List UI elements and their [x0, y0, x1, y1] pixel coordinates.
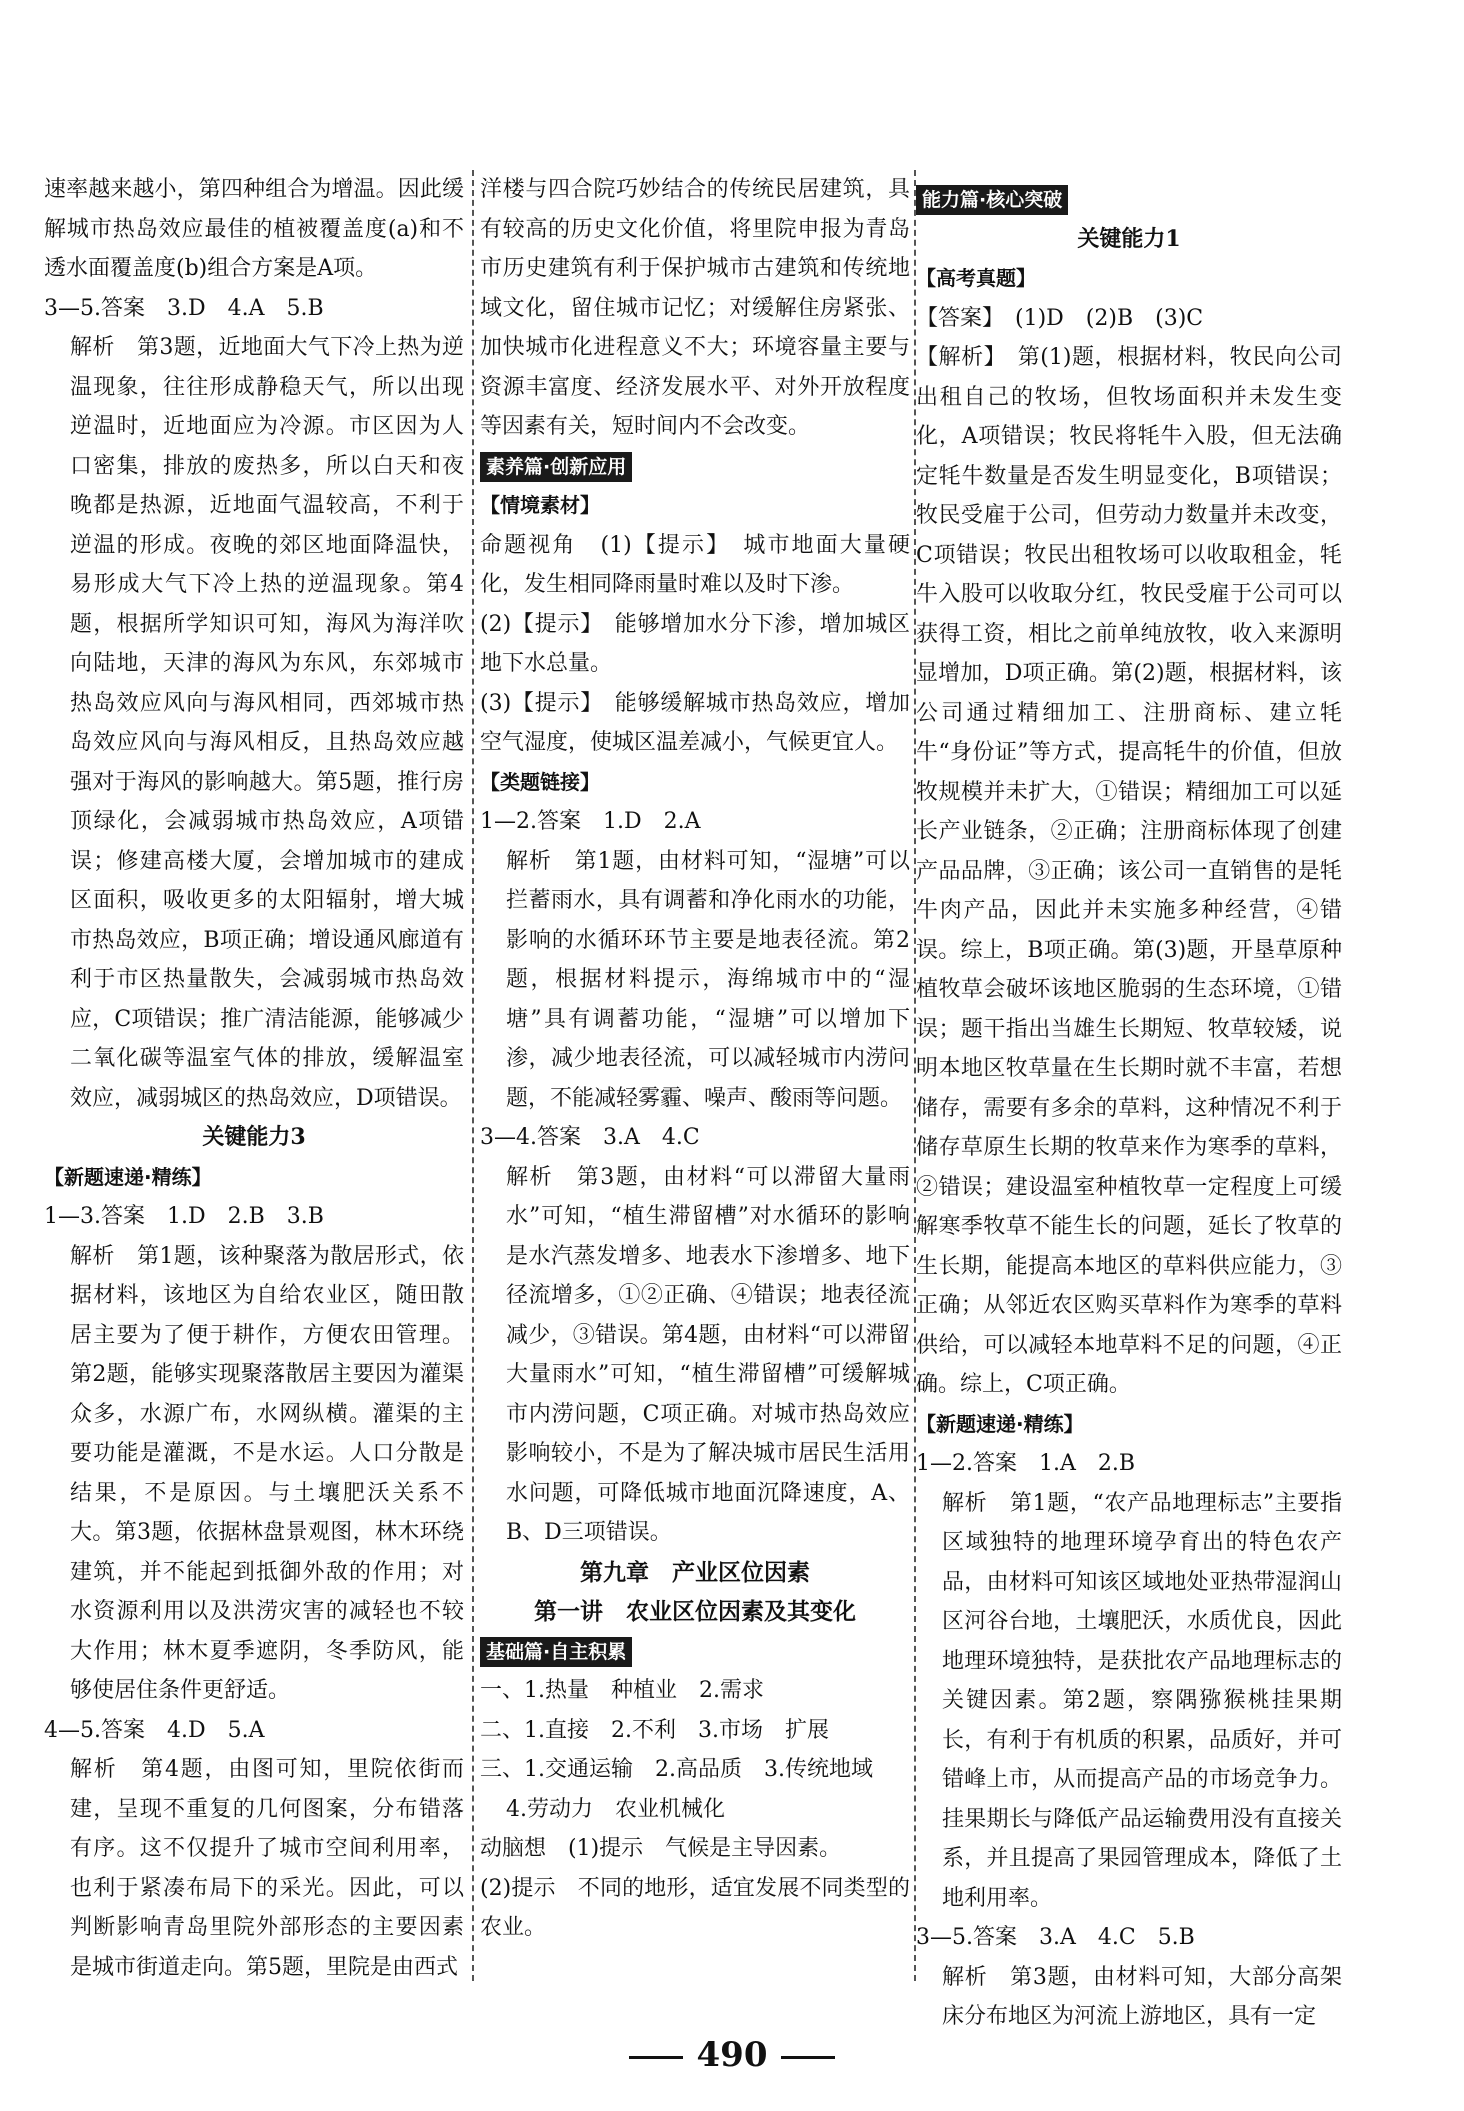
- text-paragraph: 【答案】 (1)D (2)B (3)C: [916, 305, 1204, 331]
- text-paragraph: 一、1.热量 种植业 2.需求: [480, 1678, 764, 1703]
- text-paragraph: 3—4.答案 3.A 4.C: [480, 1125, 700, 1150]
- text-paragraph: 解析 第3题，由材料可知，大部分高架床分布地区为河流上游地区，具有一定: [942, 1964, 1342, 2029]
- text-paragraph: 动脑想 (1)提示 气候是主导因素。: [480, 1836, 842, 1861]
- section-banner-row: [480, 1632, 910, 1672]
- page-footer: [0, 2035, 1464, 2075]
- text-paragraph: 速率越来越小，第四种组合为增温。因此缓解城市热岛效应最佳的植被覆盖度(a)和不透水面覆盖度(b)组合方案是A项。: [44, 177, 464, 281]
- section-heading: 关键能力1: [1077, 225, 1181, 252]
- column-middle: [480, 170, 910, 2001]
- text-paragraph: 洋楼与四合院巧妙结合的传统民居建筑，具有较高的历史文化价值，将里院申报为青岛市历史建筑有利于保护城市古建筑和传统地域文化，留住城市记忆；对缓解住房紧张、加快城市化进程意义不大；环境容量主要与资源丰富度、经济发展水平、对外开放程度等因素有关，短时间内不会改变。: [480, 177, 910, 439]
- section-heading: 第一讲 农业区位因素及其变化: [534, 1598, 856, 1625]
- column-left: [44, 170, 464, 2001]
- text-paragraph: (2)提示 不同的地形，适宜发展不同类型的农业。: [480, 1875, 910, 1940]
- section-banner-row: [916, 180, 1342, 220]
- text-paragraph: (2)【提示】 能够增加水分下渗，增加城区地下水总量。: [480, 611, 910, 676]
- text-paragraph: 解析 第1题，该种聚落为散居形式，依据材料，该地区为自给农业区，随田散居主要为了便于耕作，方便农田管理。第2题，能够实现聚落散居主要因为灌渠众多，水源广布，水网纵横。灌渠的主要功能是灌溉，不是水运。人口分散是结果，不是原因。与土壤肥沃关系不大。第3题，依据林盘景观图，林木环绕建筑，并不能起到抵御外敌的作用；对水资源利用以及洪涝灾害的减轻也不较大作用；林木夏季遮阴，冬季防风，能够使居住条件更舒适。: [70, 1243, 464, 1703]
- text-paragraph: 解析 第1题，“农产品地理标志”主要指区域独特的地理环境孕育出的特色农产品，由材料可知该区域地处亚热带湿润山区河谷台地，土壤肥沃，水质优良，因此地理环境独特，是获批农产品地理标志的关键因素。第2题，察隅猕猴桃挂果期长，有利于有机质的积累，品质好，并可错峰上市，从而提高产品的市场竞争力。挂果期长与降低产品运输费用没有直接关系，并且提高了果园管理成本，降低了土地利用率。: [942, 1490, 1342, 1911]
- section-banner-row: [480, 447, 910, 487]
- column-divider: [472, 170, 474, 1981]
- text-paragraph: 3—5.答案 3.D 4.A 5.B: [44, 295, 324, 321]
- subsection-label: 【新题速递·精练】: [916, 1411, 1084, 1436]
- text-paragraph: 解析 第1题，由材料可知，“湿塘”可以拦蓄雨水，具有调蓄和净化雨水的功能，影响的水循环环节主要是地表径流。第2题，根据材料提示，海绵城市中的“湿塘”具有调蓄功能，“湿塘”可以增加下渗，减少地表径流，可以减轻城市内涝问题，不能减轻雾霾、噪声、酸雨等问题。: [506, 848, 910, 1111]
- text-paragraph: 三、1.交通运输 2.高品质 3.传统地域: [480, 1757, 873, 1782]
- text-paragraph: 1—2.答案 1.A 2.B: [916, 1451, 1136, 1476]
- footer-dash-right: [781, 2056, 835, 2059]
- section-heading: 第九章 产业区位因素: [580, 1558, 810, 1586]
- footer-dash-left: [629, 2056, 683, 2059]
- text-paragraph: 解析 第3题，近地面大气下冷上热为逆温现象，往往形成静稳天气，所以出现逆温时，近地面应为冷源。市区因为人口密集，排放的废热多，所以白天和夜晚都是热源，近地面气温较高，不利于逆温的形成。夜晚的郊区地面降温快，易形成大气下冷上热的逆温现象。第4题，根据所学知识可知，海风为海洋吹向陆地，天津的海风为东风，东郊城市热岛效应风向与海风相同，西郊城市热岛效应风向与海风相反，且热岛效应越强对于海风的影响越大。第5题，推行房顶绿化，会减弱城市热岛效应，A项错误；修建高楼大厦，会增加城市的建成区面积，吸收更多的太阳辐射，增大城市热岛效应，B项正确；增设通风廊道有利于市区热量散失，会减弱城市热岛效应，C项错误；推广清洁能源，能够减少二氧化碳等温室气体的排放，缓解温室效应，减弱城区的热岛效应，D项错误。: [70, 335, 464, 1111]
- text-paragraph: 二、1.直接 2.不利 3.市场 扩展: [480, 1717, 829, 1743]
- section-heading: 关键能力3: [202, 1124, 306, 1150]
- subsection-label: 【类题链接】: [480, 769, 600, 794]
- text-paragraph: 1—3.答案 1.D 2.B 3.B: [44, 1204, 324, 1229]
- text-paragraph: 4.劳动力 农业机械化: [506, 1796, 725, 1822]
- text-paragraph: 4—5.答案 4.D 5.A: [44, 1717, 265, 1743]
- section-banner: 基础篇·自主积累: [480, 1637, 632, 1667]
- text-paragraph: 3—5.答案 3.A 4.C 5.B: [916, 1925, 1195, 1950]
- text-paragraph: 命题视角 (1)【提示】 城市地面大量硬化，发生相同降雨量时难以及时下渗。: [480, 532, 910, 597]
- section-banner: 素养篇·创新应用: [480, 452, 632, 482]
- text-paragraph: 【解析】 第(1)题，根据材料，牧民向公司出租自己的牧场，但牧场面积并未发生变化，A项错误；牧民将牦牛入股，但无法确定牦牛数量是否发生明显变化，B项错误；牧民受雇于公司，但劳动力数量并未改变，C项错误；牧民出租牧场可以收取租金，牦牛入股可以收取分红，牧民受雇于公司可以获得工资，相比之前单纯放牧，收入来源明显增加，D项正确。第(2)题，根据材料，该公司通过精细加工、注册商标、建立牦牛“身份证”等方式，提高牦牛的价值，但放牧规模并未扩大，①错误；精细加工可以延长产业链条，②正确；注册商标体现了创建产品品牌，③正确；该公司一直销售的是牦牛肉产品，因此并未实施多种经营，④错误。综上，B项正确。第(3)题，开垦草原种植牧草会破坏该地区脆弱的生态环境，①错误；题干指出当雄生长期短、牧草较矮，说明本地区牧草量在生长期时就不丰富，若想储存，需要有多余的草料，这种情况不利于储存草原生长期的牧草来作为寒季的草料，②错误；建设温室种植牧草一定程度上可缓解寒季牧草不能生长的问题，延长了牧草的生长期，能提高本地区的草料供应能力，③正确；从邻近农区购买草料作为寒季的草料供给，可以减轻本地草料不足的问题，④正确。综上，C项正确。: [916, 345, 1342, 1397]
- section-banner: 能力篇·核心突破: [916, 185, 1068, 215]
- text-paragraph: 解析 第3题，由材料“可以滞留大量雨水”可知，“植生滞留槽”对水循环的影响是水汽蒸发增多、地表水下渗增多、地下径流增多，①②正确、④错误；地表径流减少，③错误。第4题，由材料“可以滞留大量雨水”可知，“植生滞留槽”可缓解城市内涝问题，C项正确。对城市热岛效应影响较小，不是为了解决城市居民生活用水问题，可降低城市地面沉降速度，A、B、D三项错误。: [506, 1164, 910, 1545]
- column-right: [916, 180, 1342, 2029]
- subsection-label: 【高考真题】: [916, 266, 1036, 290]
- page-number: 490: [696, 2035, 768, 2075]
- subsection-label: 【新题速递·精练】: [44, 1164, 212, 1189]
- text-paragraph: (3)【提示】 能够缓解城市热岛效应，增加空气湿度，使城区温差减小，气候更宜人。: [480, 690, 910, 755]
- text-paragraph: 解析 第4题，由图可知，里院依街而建，呈现不重复的几何图案，分布错落有序。这不仅提升了城市空间利用率，也利于紧凑布局下的采光。因此，可以判断影响青岛里院外部形态的主要因素是城市街道走向。第5题，里院是由西式: [70, 1757, 464, 1980]
- text-paragraph: 1—2.答案 1.D 2.A: [480, 809, 701, 834]
- subsection-label: 【情境素材】: [480, 493, 600, 517]
